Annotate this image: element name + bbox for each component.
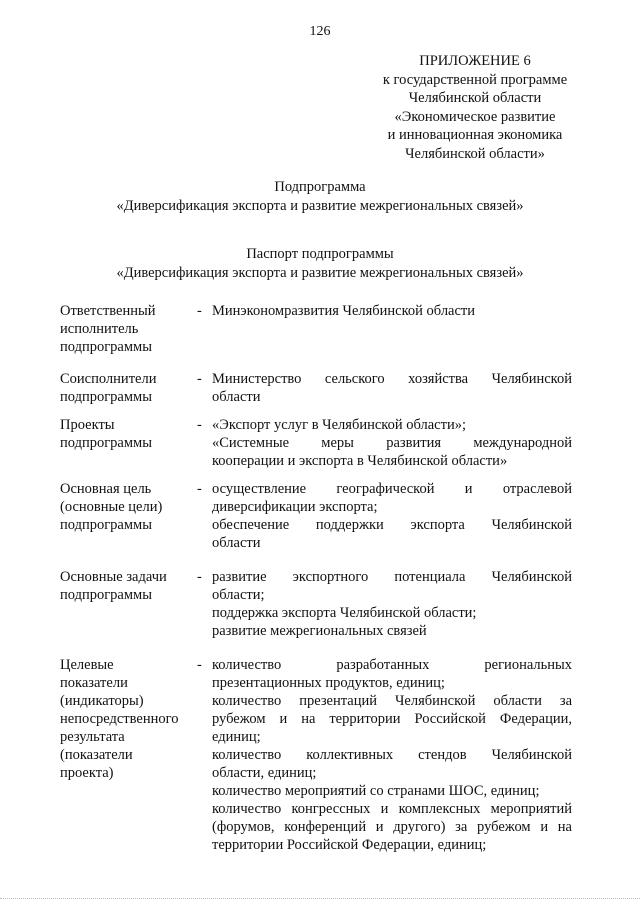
passport-row: [60, 480, 572, 552]
row-label-line: Проекты: [60, 417, 115, 433]
page-bottom-edge: [0, 898, 640, 900]
row-value-line: презентационных продуктов, единиц;: [212, 675, 445, 691]
row-label-line: Целевые: [60, 657, 114, 673]
row-value-line: поддержка экспорта Челябинской области;: [212, 605, 477, 621]
row-value: [212, 370, 572, 406]
row-value-line: территории Российской Федерации, единиц;: [212, 837, 487, 853]
row-label-line: (показатели: [60, 747, 133, 763]
row-label: [60, 416, 197, 470]
row-value-line: количество разработанных региональных: [212, 657, 572, 673]
row-value-line: Минэкономразвития Челябинской области: [212, 303, 476, 319]
row-label: [60, 568, 197, 640]
appendix-header: [360, 52, 590, 163]
passport-heading: [60, 245, 580, 282]
row-value-line: количество мероприятий со странами ШОС, единиц;: [212, 783, 540, 799]
row-dash: -: [197, 371, 202, 387]
row-dash: -: [197, 417, 202, 433]
row-value-line: количество презентаций Челябинской области за: [212, 693, 572, 709]
row-label-line: (индикаторы): [60, 693, 144, 709]
row-value-line: количество коллективных стендов Челябинской: [212, 747, 572, 763]
row-value: [212, 480, 572, 552]
row-value-line: области, единиц;: [212, 765, 317, 781]
row-value-line: диверсификации экспорта;: [212, 499, 378, 515]
row-value-line: области: [212, 535, 261, 551]
row-label-line: подпрограммы: [60, 339, 152, 355]
passport-row: [60, 568, 572, 640]
row-value-line: обеспечение поддержки экспорта Челябинской: [212, 517, 572, 533]
row-label-line: Ответственный: [60, 303, 156, 319]
row-value-line: осуществление географической и отраслевой: [212, 481, 572, 497]
row-label-line: непосредственного: [60, 711, 179, 727]
appendix-line: и инновационная экономика: [387, 127, 563, 143]
row-label: [60, 480, 197, 552]
passport-row: [60, 370, 572, 406]
row-dash: -: [197, 303, 202, 319]
row-value: [212, 416, 572, 470]
appendix-line: Челябинской области»: [405, 145, 545, 162]
row-value-line: области;: [212, 587, 265, 603]
passport-table: [60, 302, 572, 854]
row-label-line: подпрограммы: [60, 389, 152, 405]
row-dash: -: [197, 569, 202, 585]
passport-name: «Диверсификация экспорта и развитие межрегиональных связей»: [116, 264, 524, 281]
row-label-line: результата: [60, 729, 125, 745]
row-value-line: единиц;: [212, 729, 261, 745]
row-label-line: Основная цель: [60, 481, 152, 497]
appendix-title: ПРИЛОЖЕНИЕ 6: [419, 53, 531, 69]
row-value-line: кооперации и экспорта в Челябинской области»: [212, 453, 508, 469]
row-label-line: подпрограммы: [60, 435, 152, 451]
row-value: [212, 656, 572, 854]
row-dash: -: [197, 657, 202, 673]
row-value-line: рубежом и на территории Российской Федерации,: [212, 711, 572, 727]
subprogram-title: Подпрограмма: [274, 179, 366, 195]
row-label-line: Основные задачи: [60, 569, 167, 585]
appendix-line: Челябинской области: [408, 90, 542, 106]
row-label-line: исполнитель: [60, 321, 139, 337]
passport-row: [60, 416, 572, 470]
row-label: [60, 370, 197, 406]
subprogram-name: «Диверсификация экспорта и развитие межрегиональных связей»: [116, 197, 524, 214]
appendix-line: «Экономическое развитие: [394, 108, 556, 125]
row-label-line: подпрограммы: [60, 587, 152, 603]
row-value-line: «Экспорт услуг в Челябинской области»;: [212, 417, 466, 433]
row-value-line: Министерство сельского хозяйства Челябинской: [212, 371, 572, 387]
row-value-line: области: [212, 389, 261, 405]
row-label-line: Соисполнители: [60, 371, 157, 387]
row-label-line: (основные цели): [60, 499, 163, 515]
row-value-line: (форумов, конференций и другого) за рубежом и на: [212, 819, 572, 835]
row-value: [212, 568, 572, 640]
row-dash: -: [197, 481, 202, 497]
row-label: [60, 302, 197, 356]
row-label-line: показатели: [60, 675, 128, 691]
subprogram-heading: [60, 178, 580, 215]
row-label-line: проекта): [60, 765, 114, 781]
passport-row: [60, 656, 572, 854]
row-value: [212, 302, 572, 356]
row-value-line: количество конгрессных и комплексных мероприятий: [212, 801, 572, 817]
passport-row: [60, 302, 572, 356]
page-number: 126: [309, 24, 331, 39]
row-value-line: развитие межрегиональных связей: [212, 623, 427, 639]
row-value-line: «Системные меры развития международной: [212, 435, 572, 451]
row-value-line: развитие экспортного потенциала Челябинской: [212, 569, 572, 585]
appendix-line: к государственной программе: [382, 71, 568, 88]
passport-title: Паспорт подпрограммы: [246, 246, 394, 262]
row-label: [60, 656, 197, 854]
row-label-line: подпрограммы: [60, 517, 152, 533]
